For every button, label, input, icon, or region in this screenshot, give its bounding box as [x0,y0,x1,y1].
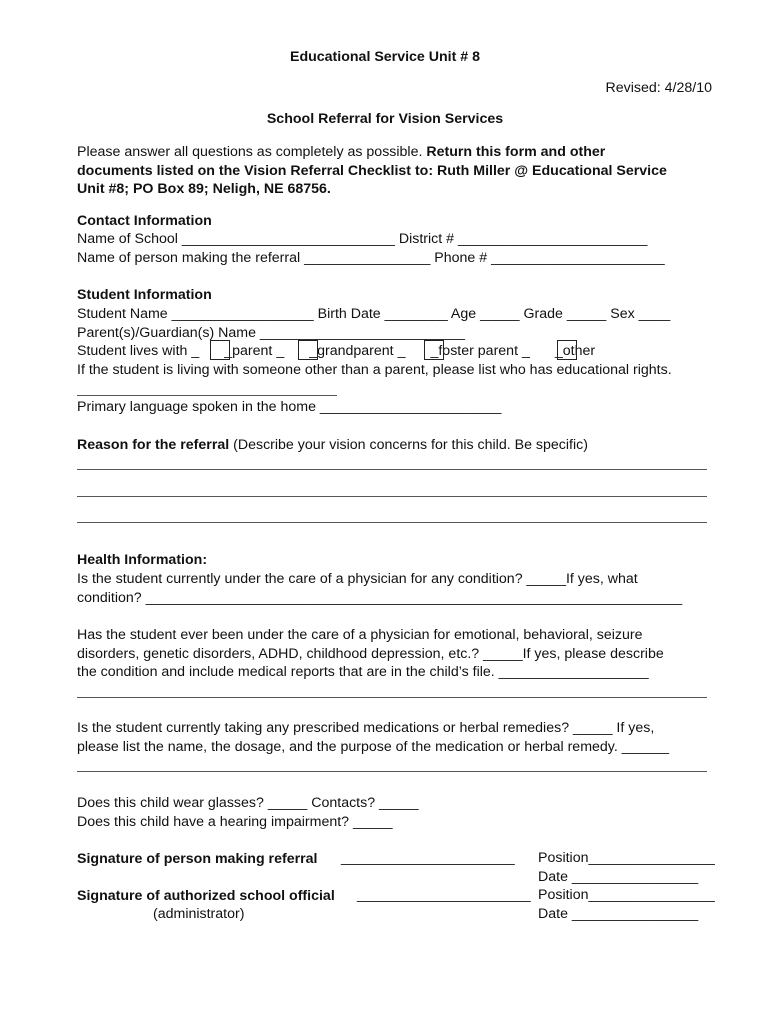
official-position-field[interactable]: Position________________ [538,887,715,903]
referral-signature-label: Signature of person making referral [77,851,318,867]
health-heading: Health Information: [77,552,208,568]
org-title: Educational Service Unit # 8 [289,49,481,65]
reason-heading: Reason for the referral [77,437,230,453]
intro-plain-text: Please answer all questions as completely as possible. [77,144,427,160]
checkbox-grandparent[interactable] [298,340,318,360]
educational-rights-blank[interactable] [77,395,337,396]
primary-language-field[interactable]: Primary language spoken in the home _______________________ [77,399,502,415]
referral-date-field[interactable]: Date ________________ [538,869,699,885]
student-heading: Student Information [77,287,212,303]
referral-signature-blank[interactable]: ______________________ [341,850,515,866]
revised-date: Revised: 4/28/10 [605,80,712,96]
referral-position-field[interactable]: Position________________ [538,850,715,866]
hearing-impairment-field[interactable]: Does this child have a hearing impairment? _____ [77,814,393,830]
medication-question-line-2[interactable]: please list the name, the dosage, and the purpose of the medication or herbal remedy. ______ [77,739,670,755]
intro-line-3: Unit #8; PO Box 89; Neligh, NE 68756. [77,181,331,197]
reason-blank-2[interactable] [77,496,707,497]
intro-line-2: documents listed on the Vision Referral Checklist to: Ruth Miller @ Educational Service [77,163,667,179]
administrator-note: (administrator) [153,906,245,922]
disorder-question-line-2: disorders, genetic disorders, ADHD, childhood depression, etc.? _____If yes, please describe [77,646,664,662]
intro-bold-text-1: Return this form and other [426,144,606,160]
disorder-question-line-3[interactable]: the condition and include medical reports that are in the child’s file. ___________________ [77,664,649,680]
disorder-question-line-1: Has the student ever been under the care of a physician for emotional, behavioral, seizure [77,627,643,643]
reason-line [77,436,588,454]
condition-field[interactable]: condition? ____________________________________________________________________ [77,590,683,606]
lives-with-label: Student lives with [77,343,188,359]
form-title: School Referral for Vision Services [266,111,504,127]
disorder-blank[interactable] [77,697,707,698]
guardian-name-field[interactable]: Parent(s)/Guardian(s) Name __________________________ [77,325,466,341]
reason-blank-3[interactable] [77,522,707,523]
physician-care-question: Is the student currently under the care of a physician for any condition? _____If yes, what [77,571,638,587]
official-date-field[interactable]: Date ________________ [538,906,699,922]
referrer-phone-field[interactable]: Name of person making the referral ________________ Phone # ______________________ [77,250,665,266]
reason-blank-1[interactable] [77,469,707,470]
option-parent-label: parent [232,343,273,359]
medication-question-line-1: Is the student currently taking any prescribed medications or herbal remedies? _____ If yes, [77,720,655,736]
official-signature-blank[interactable]: ______________________ [357,887,531,903]
option-other-label: other [562,343,596,359]
contact-heading: Contact Information [77,213,212,229]
medication-blank[interactable] [77,771,707,772]
educational-rights-question: If the student is living with someone other than a parent, please list who has educational rights. [77,362,672,378]
checkbox-foster-parent[interactable] [424,340,444,360]
school-district-field[interactable]: Name of School ___________________________ District # ________________________ [77,231,648,247]
checkbox-parent[interactable] [210,340,230,360]
student-details-field[interactable]: Student Name __________________ Birth Date ________ Age _____ Grade _____ Sex ____ [77,306,671,322]
intro-line-1 [77,143,605,161]
checkbox-other[interactable] [557,340,577,360]
lives-with-row: Student lives with _ _parent _ _grandparent _ _foster parent _ _other [77,343,596,359]
option-foster-label: foster parent [438,343,519,359]
reason-instructions: (Describe your vision concerns for this child. Be specific) [229,437,588,453]
official-signature-label: Signature of authorized school official [77,888,335,904]
glasses-contacts-field[interactable]: Does this child wear glasses? _____ Contacts? _____ [77,795,419,811]
option-grandparent-label: grandparent [317,343,394,359]
